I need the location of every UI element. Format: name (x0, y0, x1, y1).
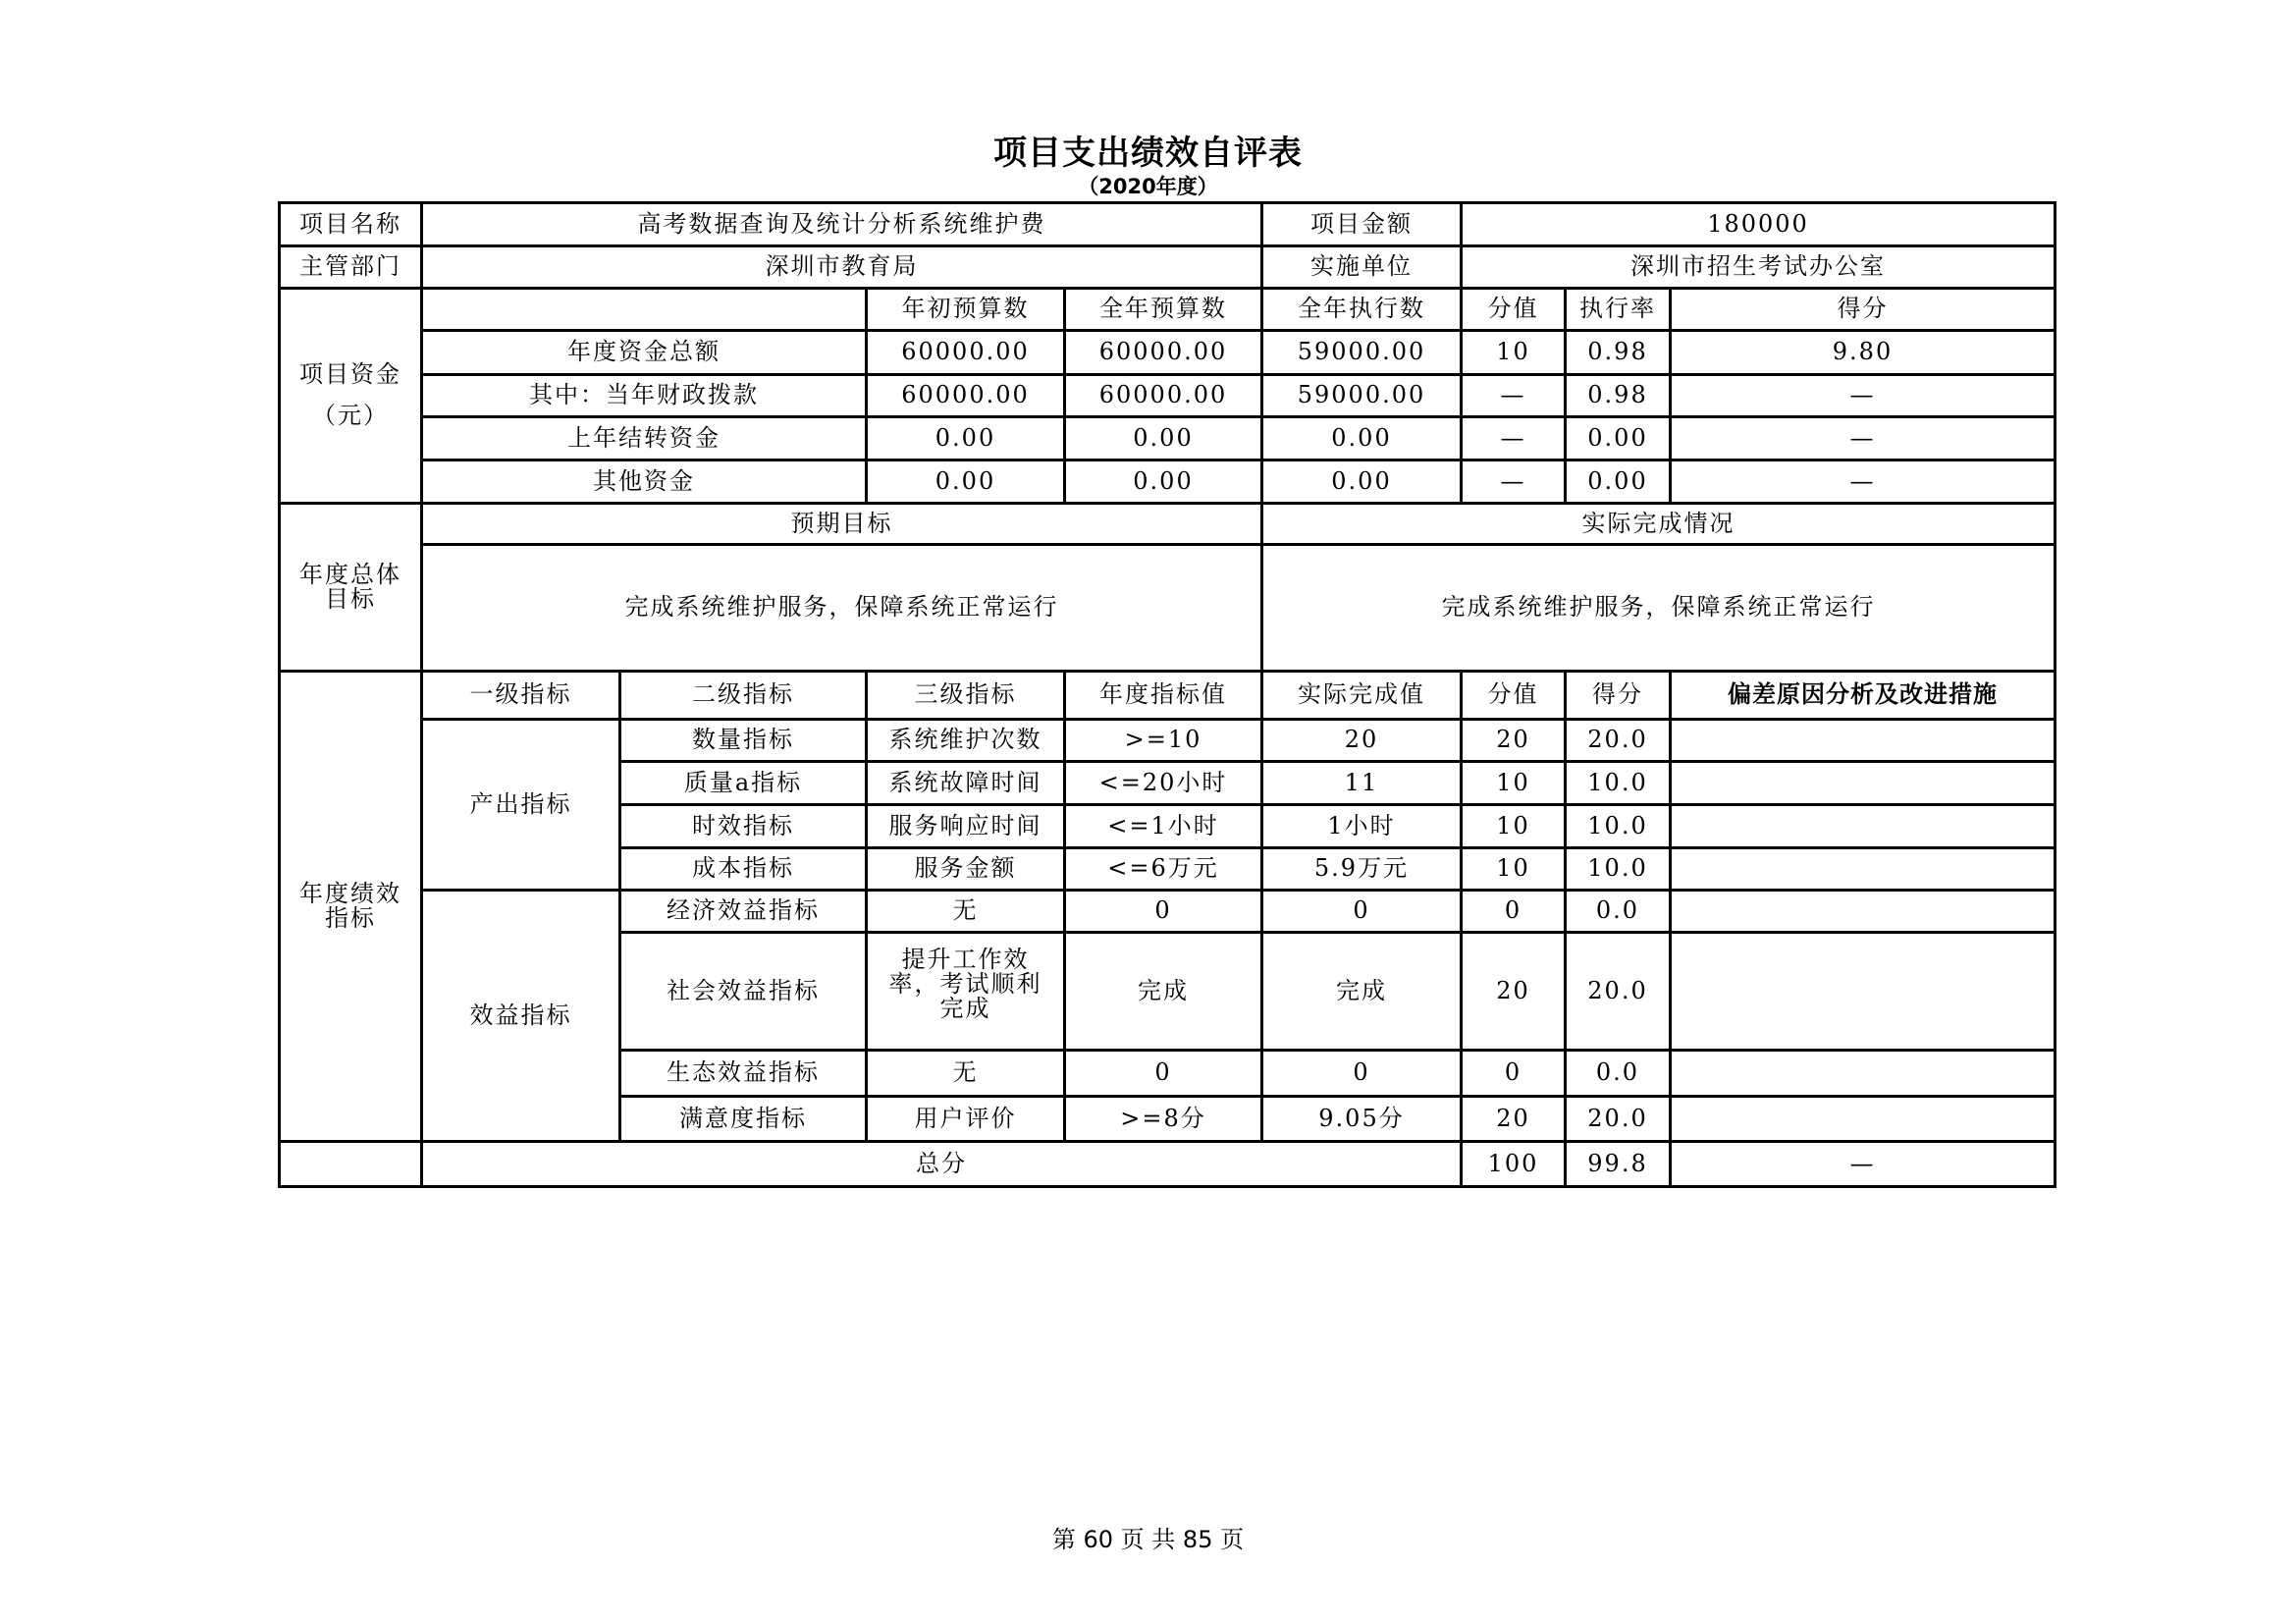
funding-annual-budget: 0.00 (1063, 459, 1263, 505)
perf-level3: 服务金额 (865, 846, 1066, 892)
perf-weight: 20 (1460, 931, 1567, 1052)
perf-score: 20.0 (1564, 1095, 1672, 1143)
perf-col-level2: 二级指标 (618, 670, 868, 721)
funding-row-label: 上年结转资金 (420, 415, 868, 461)
department-label: 主管部门 (278, 244, 423, 290)
perf-col-weight: 分值 (1460, 670, 1567, 721)
funding-rate: 0.98 (1564, 373, 1672, 418)
perf-level2: 数量指标 (618, 718, 868, 763)
perf-level2: 满意度指标 (618, 1095, 868, 1143)
perf-actual: 9.05分 (1260, 1095, 1463, 1143)
perf-analysis (1669, 718, 2056, 763)
perf-col-level3: 三级指标 (865, 670, 1066, 721)
funding-initial-budget: 0.00 (865, 415, 1066, 461)
funding-col-weight: 分值 (1460, 287, 1567, 332)
funding-rate: 0.98 (1564, 329, 1672, 376)
funding-weight: 10 (1460, 329, 1567, 376)
perf-level2: 经济效益指标 (618, 889, 868, 934)
performance-section-label (278, 670, 423, 1143)
performance-label-line2: 指标 (325, 904, 376, 932)
total-analysis: — (1669, 1140, 2056, 1188)
perf-weight: 20 (1460, 1095, 1567, 1143)
perf-analysis (1669, 931, 2056, 1052)
page-subtitle-year: （2020年度） (1078, 175, 1218, 198)
funding-annual-budget: 0.00 (1063, 415, 1263, 461)
implementing-unit-label: 实施单位 (1260, 244, 1463, 290)
level1-benefit-indicators: 效益指标 (420, 889, 621, 1143)
perf-weight: 20 (1460, 718, 1567, 763)
perf-analysis (1669, 1049, 2056, 1098)
perf-level3: 无 (865, 1049, 1066, 1098)
perf-col-level1: 一级指标 (420, 670, 621, 721)
funding-weight: — (1460, 459, 1567, 505)
department-value: 深圳市教育局 (420, 244, 1263, 290)
funding-score: — (1669, 415, 2056, 461)
annual-goals-label-line1: 年度总体 (299, 560, 401, 588)
perf-actual: 5.9万元 (1260, 846, 1463, 892)
perf-score: 10.0 (1564, 760, 1672, 806)
perf-level3: 无 (865, 889, 1066, 934)
perf-level2: 质量a指标 (618, 760, 868, 806)
perf-score: 10.0 (1564, 846, 1672, 892)
perf-col-deviation-analysis: 偏差原因分析及改进措施 (1669, 670, 2056, 721)
perf-weight: 10 (1460, 760, 1567, 806)
funding-row-label: 年度资金总额 (420, 329, 868, 376)
perf-level3: 系统故障时间 (865, 760, 1066, 806)
project-amount-label: 项目金额 (1260, 201, 1463, 247)
funding-score: — (1669, 459, 2056, 505)
perf-analysis (1669, 846, 2056, 892)
perf-level3-text: 提升工作效率，考试顺利完成 (888, 945, 1042, 1023)
funding-row-label: 其他资金 (420, 459, 868, 505)
funding-executed: 59000.00 (1260, 329, 1463, 376)
actual-completion-header: 实际完成情况 (1260, 502, 2056, 546)
funding-annual-budget: 60000.00 (1063, 373, 1263, 418)
perf-target: 完成 (1063, 931, 1263, 1052)
perf-analysis (1669, 803, 2056, 849)
perf-level2: 成本指标 (618, 846, 868, 892)
funding-label-line1: 项目资金 (299, 360, 401, 389)
annual-goals-label-line2: 目标 (325, 585, 376, 613)
perf-level3 (865, 931, 1066, 1052)
project-amount-value: 180000 (1460, 201, 2056, 247)
perf-target: <=6万元 (1063, 846, 1263, 892)
total-score: 99.8 (1564, 1140, 1672, 1188)
perf-target: <=1小时 (1063, 803, 1263, 849)
funding-score: — (1669, 373, 2056, 418)
actual-completion-text: 完成系统维护服务，保障系统正常运行 (1260, 543, 2056, 673)
perf-target: 0 (1063, 889, 1263, 934)
funding-col-executed: 全年执行数 (1260, 287, 1463, 332)
perf-target: >=8分 (1063, 1095, 1263, 1143)
perf-target: >=10 (1063, 718, 1263, 763)
funding-initial-budget: 60000.00 (865, 329, 1066, 376)
perf-actual: 完成 (1260, 931, 1463, 1052)
perf-weight: 0 (1460, 889, 1567, 934)
perf-weight: 0 (1460, 1049, 1567, 1098)
funding-initial-budget: 60000.00 (865, 373, 1066, 418)
project-name-value: 高考数据查询及统计分析系统维护费 (420, 201, 1263, 247)
funding-col-annual-budget: 全年预算数 (1063, 287, 1263, 332)
perf-score: 10.0 (1564, 803, 1672, 849)
perf-analysis (1669, 760, 2056, 806)
perf-col-score: 得分 (1564, 670, 1672, 721)
expected-goal-header: 预期目标 (420, 502, 1263, 546)
funding-score: 9.80 (1669, 329, 2056, 376)
perf-score: 0.0 (1564, 1049, 1672, 1098)
perf-weight: 10 (1460, 846, 1567, 892)
perf-score: 20.0 (1564, 718, 1672, 763)
funding-section-label (278, 287, 423, 505)
funding-rate: 0.00 (1564, 415, 1672, 461)
funding-rate: 0.00 (1564, 459, 1672, 505)
funding-executed: 0.00 (1260, 415, 1463, 461)
funding-initial-budget: 0.00 (865, 459, 1066, 505)
perf-col-actual: 实际完成值 (1260, 670, 1463, 721)
perf-actual: 0 (1260, 1049, 1463, 1098)
perf-actual: 11 (1260, 760, 1463, 806)
funding-header-blank (420, 287, 868, 332)
perf-level2: 时效指标 (618, 803, 868, 849)
perf-level2: 社会效益指标 (618, 931, 868, 1052)
funding-label-line2: （元） (312, 402, 389, 429)
perf-score: 0.0 (1564, 889, 1672, 934)
page-title: 项目支出绩效自评表 (993, 134, 1303, 173)
perf-score: 20.0 (1564, 931, 1672, 1052)
total-weight: 100 (1460, 1140, 1567, 1188)
expected-goal-text: 完成系统维护服务，保障系统正常运行 (420, 543, 1263, 673)
total-row-blank (278, 1140, 423, 1188)
funding-weight: — (1460, 415, 1567, 461)
perf-level3: 服务响应时间 (865, 803, 1066, 849)
perf-target: 0 (1063, 1049, 1263, 1098)
perf-analysis (1669, 1095, 2056, 1143)
funding-weight: — (1460, 373, 1567, 418)
perf-level2: 生态效益指标 (618, 1049, 868, 1098)
funding-executed: 59000.00 (1260, 373, 1463, 418)
funding-annual-budget: 60000.00 (1063, 329, 1263, 376)
funding-col-score: 得分 (1669, 287, 2056, 332)
perf-weight: 10 (1460, 803, 1567, 849)
perf-level3: 用户评价 (865, 1095, 1066, 1143)
perf-analysis (1669, 889, 2056, 934)
project-name-label: 项目名称 (278, 201, 423, 247)
funding-row-label: 其中：当年财政拨款 (420, 373, 868, 418)
perf-actual: 20 (1260, 718, 1463, 763)
perf-level3: 系统维护次数 (865, 718, 1066, 763)
perf-col-target: 年度指标值 (1063, 670, 1263, 721)
funding-executed: 0.00 (1260, 459, 1463, 505)
performance-label-line1: 年度绩效 (299, 879, 401, 907)
perf-actual: 0 (1260, 889, 1463, 934)
funding-col-rate: 执行率 (1564, 287, 1672, 332)
implementing-unit-value: 深圳市招生考试办公室 (1460, 244, 2056, 290)
perf-target: <=20小时 (1063, 760, 1263, 806)
page-number: 第 60 页 共 85 页 (1051, 1526, 1245, 1553)
total-label: 总分 (420, 1140, 1463, 1188)
level1-output-indicators: 产出指标 (420, 718, 621, 892)
annual-goals-label (278, 502, 423, 673)
perf-actual: 1小时 (1260, 803, 1463, 849)
funding-col-initial-budget: 年初预算数 (865, 287, 1066, 332)
